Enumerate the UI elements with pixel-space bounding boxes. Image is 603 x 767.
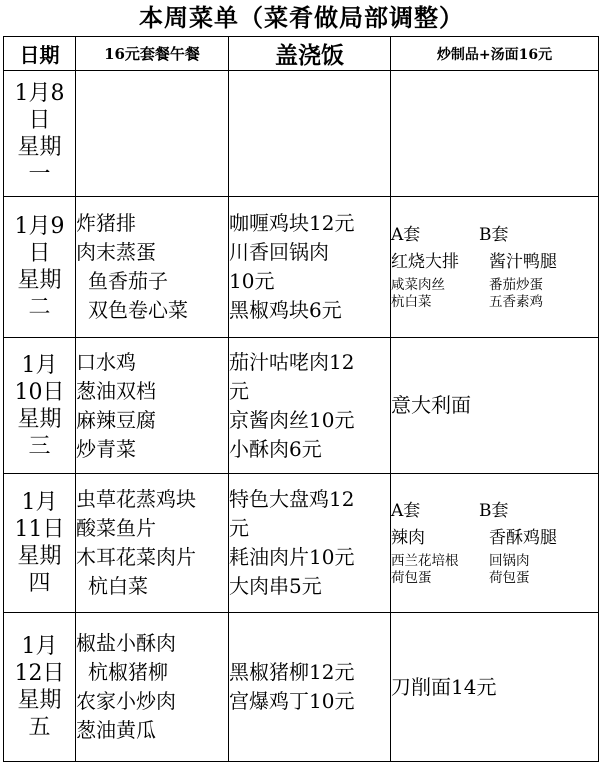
list-item: 双色卷心菜 <box>88 298 188 322</box>
list-item: 元 <box>229 516 249 540</box>
day-row-wednesday <box>4 338 599 474</box>
header-date: 日期 <box>4 37 76 71</box>
rice-cell <box>229 71 391 197</box>
set-lunch-cell <box>76 474 229 613</box>
list-item: 川香回锅肉 <box>229 240 329 264</box>
header-rice: 盖浇饭 <box>229 37 391 71</box>
list-item: 刀削面14元 <box>391 674 497 699</box>
list-item: 10元 <box>229 269 275 293</box>
header-set-lunch: 16元套餐午餐 <box>76 37 229 71</box>
list-item: 茄汁咕咾肉12 <box>229 349 355 374</box>
list-item: 黑椒猪柳12元 <box>229 660 355 684</box>
list-item: 木耳花菜肉片 <box>76 545 196 569</box>
list-item: 耗油肉片10元 <box>229 545 355 569</box>
list-item: 宫爆鸡丁10元 <box>229 689 355 713</box>
noodle-cell <box>391 338 599 474</box>
list-item: 虫草花蒸鸡块 <box>76 487 196 511</box>
set-labels: A套 B套 <box>391 501 509 521</box>
day-row-friday <box>4 613 599 762</box>
header-row <box>4 37 599 71</box>
day-row-thursday <box>4 474 599 613</box>
list-item: 葱油黄瓜 <box>76 718 156 742</box>
date-cell: 1月8 日 星期 一 <box>4 71 76 197</box>
list-item: 特色大盘鸡12 <box>229 487 355 511</box>
list-item: 鱼香茄子 <box>88 269 168 293</box>
set-sides: 杭白菜 五香素鸡 <box>391 294 543 310</box>
rice-cell <box>229 197 391 338</box>
menu-title: 本周菜单（菜肴做局部调整） <box>139 3 464 32</box>
weekly-menu-table <box>3 36 599 762</box>
noodle-cell <box>391 474 599 613</box>
list-item: 杭白菜 <box>88 574 148 598</box>
list-item: 意大利面 <box>391 393 471 417</box>
list-item: 炸猪排 <box>76 211 136 235</box>
date-cell: 1月 12日 星期 五 <box>4 613 76 762</box>
header-noodle: 炒制品+汤面16元 <box>391 37 599 71</box>
list-item: 小酥肉6元 <box>229 436 322 461</box>
list-item: 京酱肉丝10元 <box>229 407 355 432</box>
list-item: 农家小炒肉 <box>76 689 176 713</box>
set-sides: 荷包蛋 荷包蛋 <box>391 570 530 586</box>
day-row-tuesday <box>4 197 599 338</box>
list-item: 葱油双档 <box>76 378 156 403</box>
list-item: 酸菜鱼片 <box>76 516 156 540</box>
rice-cell <box>229 474 391 613</box>
set-sides: 咸菜肉丝 番茄炒蛋 <box>391 277 543 293</box>
list-item: 黑椒鸡块6元 <box>229 298 342 322</box>
list-item: 杭椒猪柳 <box>88 660 168 684</box>
set-lunch-cell <box>76 197 229 338</box>
list-item: 肉末蒸蛋 <box>76 240 156 264</box>
date-cell: 1月 11日 星期 四 <box>4 474 76 613</box>
list-item: 炒青菜 <box>76 436 136 461</box>
list-item: 麻辣豆腐 <box>76 407 156 432</box>
list-item: 口水鸡 <box>76 349 136 374</box>
set-labels: A套 B套 <box>391 225 509 245</box>
date-cell: 1月9 日 星期 二 <box>4 197 76 338</box>
noodle-cell <box>391 71 599 197</box>
set-mains: 红烧大排 酱汁鸭腿 <box>391 252 557 272</box>
set-lunch-cell <box>76 338 229 474</box>
list-item: 大肉串5元 <box>229 574 322 598</box>
noodle-cell <box>391 613 599 762</box>
list-item: 元 <box>229 378 249 403</box>
day-row-monday <box>4 71 599 197</box>
rice-cell <box>229 613 391 762</box>
list-item: 椒盐小酥肉 <box>76 631 176 655</box>
rice-cell <box>229 338 391 474</box>
set-lunch-cell <box>76 613 229 762</box>
set-lunch-cell <box>76 71 229 197</box>
set-mains: 辣肉 香酥鸡腿 <box>391 528 557 548</box>
list-item: 咖喱鸡块12元 <box>229 211 355 235</box>
noodle-cell <box>391 197 599 338</box>
date-cell: 1月 10日 星期 三 <box>4 338 76 474</box>
set-sides: 西兰花培根 回锅肉 <box>391 553 530 569</box>
